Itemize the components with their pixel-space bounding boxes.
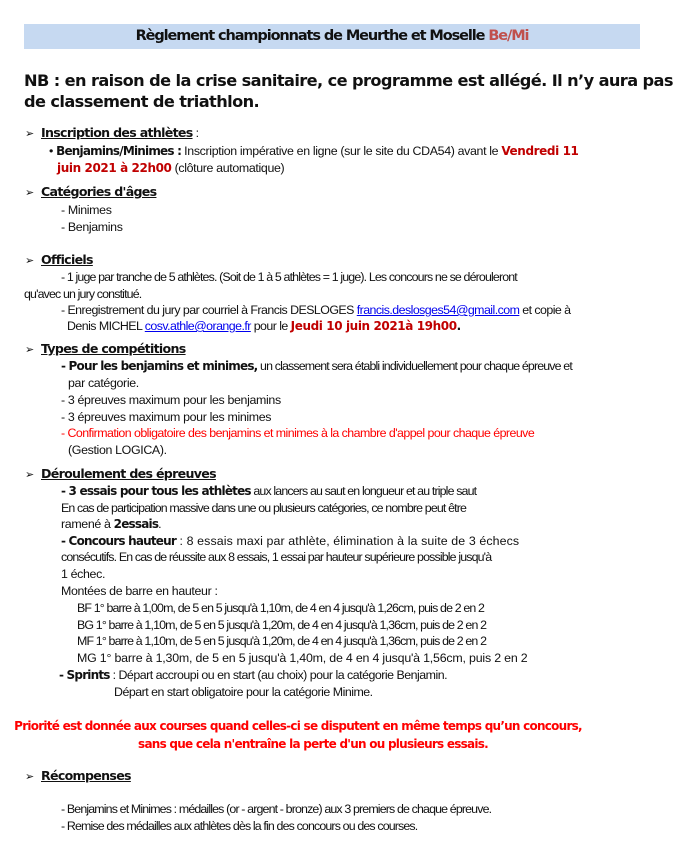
deroulement-bold: 2essais [113,517,159,531]
arrow-bullet-icon: ➢ [25,187,35,199]
section-heading-recompenses: Récompenses [41,768,131,783]
deroulement-line-4 [61,533,519,549]
category-item: - Minimes [61,203,112,217]
section-heading-inscription: Inscription des athlètes [41,125,193,140]
officiels-text: Denis MICHEL [67,319,145,333]
sprints-text: : Départ accroupi ou en start (au choix) pour la catégorie Benjamin. [109,668,448,682]
officiels-line-2: qu'avec un jury constitué. [24,287,142,301]
deroulement-text: ramené à [61,517,114,531]
officiels-period: . [456,319,461,333]
types-line-5-warning: - Confirmation obligatoire des benjamins et minimes à la chambre d'appel pour chaque épreuve [61,426,535,440]
email-link-francis[interactable]: francis.deslosges54@gmail.com [356,303,520,317]
arrow-bullet-icon: ➢ [25,128,35,140]
types-line-2: par catégorie. [68,376,139,390]
priority-notice-line-1: Priorité est donnée aux courses quand celles-ci se disputent en même temps qu’un concours, [14,719,582,733]
heading-colon: : [192,126,199,140]
deroulement-text: . [158,517,162,531]
arrow-bullet-icon: ➢ [25,344,35,356]
types-line-6: (Gestion LOGICA). [68,443,167,457]
inscription-line-2 [57,160,284,176]
section-heading-deroulement: Déroulement des épreuves [41,466,216,481]
arrow-bullet-icon: ➢ [25,469,35,481]
document-title: Règlement championnats de Meurthe et Moselle [135,28,485,44]
bar-height-bf: BF 1° barre à 1,00m, de 5 en 5 jusqu'à 1,10m, de 4 en 4 jusqu'à 1,26cm, puis de 2 en 2 [77,601,485,615]
priority-notice-line-2: sans que cela n'entraîne la perte d'un ou plusieurs essais. [138,737,488,751]
sprints-line-1 [59,667,447,683]
officiels-deadline: Jeudi 10 juin 2021à 19h00 [290,319,457,333]
section-heading-types: Types de compétitions [41,341,186,356]
deroulement-bold: - 3 essais pour tous les athlètes [61,484,251,498]
bar-height-bg: BG 1° barre à 1,10m, de 5 en 5 jusqu'à 1,20m, de 4 en 4 jusqu'à 1,36cm, puis de 2 en 2 [77,618,487,632]
arrow-bullet-icon: ➢ [25,771,35,783]
officiels-line-1: - 1 juge par tranche de 5 athlètes. (Soit de 1 à 5 athlètes = 1 juge). Les concours ne se dérouleront [61,270,517,284]
inscription-deadline-a: Vendredi 11 [501,144,579,158]
section-inscription-heading-wrap [41,125,199,140]
section-heading-officiels: Officiels [41,252,93,267]
deroulement-text: aux lancers au saut en longueur et au triple saut [250,484,477,498]
bullet-dot: • [49,144,53,158]
officiels-text: pour le [250,319,291,333]
inscription-line-1 [49,143,578,159]
deroulement-line-6: 1 échec. [61,567,106,581]
section-heading-categories: Catégories d'âges [41,184,157,199]
recompenses-line-1: - Benjamins et Minimes : médailles (or - argent - bronze) aux 3 premiers de chaque épreuve. [61,802,492,816]
document-title-accent: Be/Mi [488,28,529,44]
inscription-deadline-b: juin 2021 à 22h00 [57,161,172,175]
arrow-bullet-icon: ➢ [25,255,35,267]
sprints-bold: - Sprints [59,668,110,682]
officiels-text: et copie à [519,303,571,317]
officiels-text: - Enregistrement du jury par courriel à Francis DESLOGES [61,303,357,317]
deroulement-line-5: consécutifs. En cas de réussite aux 8 essais, 1 essai par hauteur supérieure possible jusqu'à [61,550,492,564]
bar-height-mg: MG 1° barre à 1,30m, de 5 en 5 jusqu'à 1,40m, de 4 en 4 jusqu'à 1,56cm, puis 2 en 2 [77,651,528,665]
bar-height-mf: MF 1° barre à 1,10m, de 5 en 5 jusqu'à 1,20m, de 4 en 4 jusqu'à 1,36cm, puis de 2 en 2 [77,634,487,648]
deroulement-bold: - Concours hauteur [61,534,177,548]
email-link-denis[interactable]: cosv.athle@orange.fr [144,319,251,333]
category-item: - Benjamins [61,220,123,234]
types-line-1 [61,358,572,374]
deroulement-text: : 8 essais maxi par athlète, élimination à la suite de 3 échecs [176,534,520,548]
inscription-text: Inscription impérative en ligne (sur le site du CDA54) avant le [181,144,502,158]
deroulement-line-7: Montées de barre en hauteur : [61,584,218,598]
deroulement-line-1 [61,483,476,499]
officiels-line-4 [67,318,460,334]
inscription-label: Benjamins/Minimes : [56,144,182,158]
types-bold: - Pour les benjamins et minimes, [61,359,258,373]
document-title-bar [24,24,640,49]
officiels-line-3 [61,302,570,318]
inscription-text-2: (clôture automatique) [171,161,285,175]
deroulement-line-3 [61,516,161,532]
sprints-line-2: Départ en start obligatoire pour la catégorie Minime. [114,685,373,699]
recompenses-line-2: - Remise des médailles aux athlètes dès la fin des concours ou des courses. [61,819,418,833]
nb-notice: NB : en raison de la crise sanitaire, ce programme est allégé. Il n’y aura pas de classement de triathlon. [24,71,673,111]
types-line-4: - 3 épreuves maximum pour les minimes [61,410,272,424]
deroulement-line-2: En cas de participation massive dans une ou plusieurs catégories, ce nombre peut être [61,501,467,515]
types-text: un classement sera établi individuellement pour chaque épreuve et [257,359,572,373]
types-line-3: - 3 épreuves maximum pour les benjamins [61,393,281,407]
